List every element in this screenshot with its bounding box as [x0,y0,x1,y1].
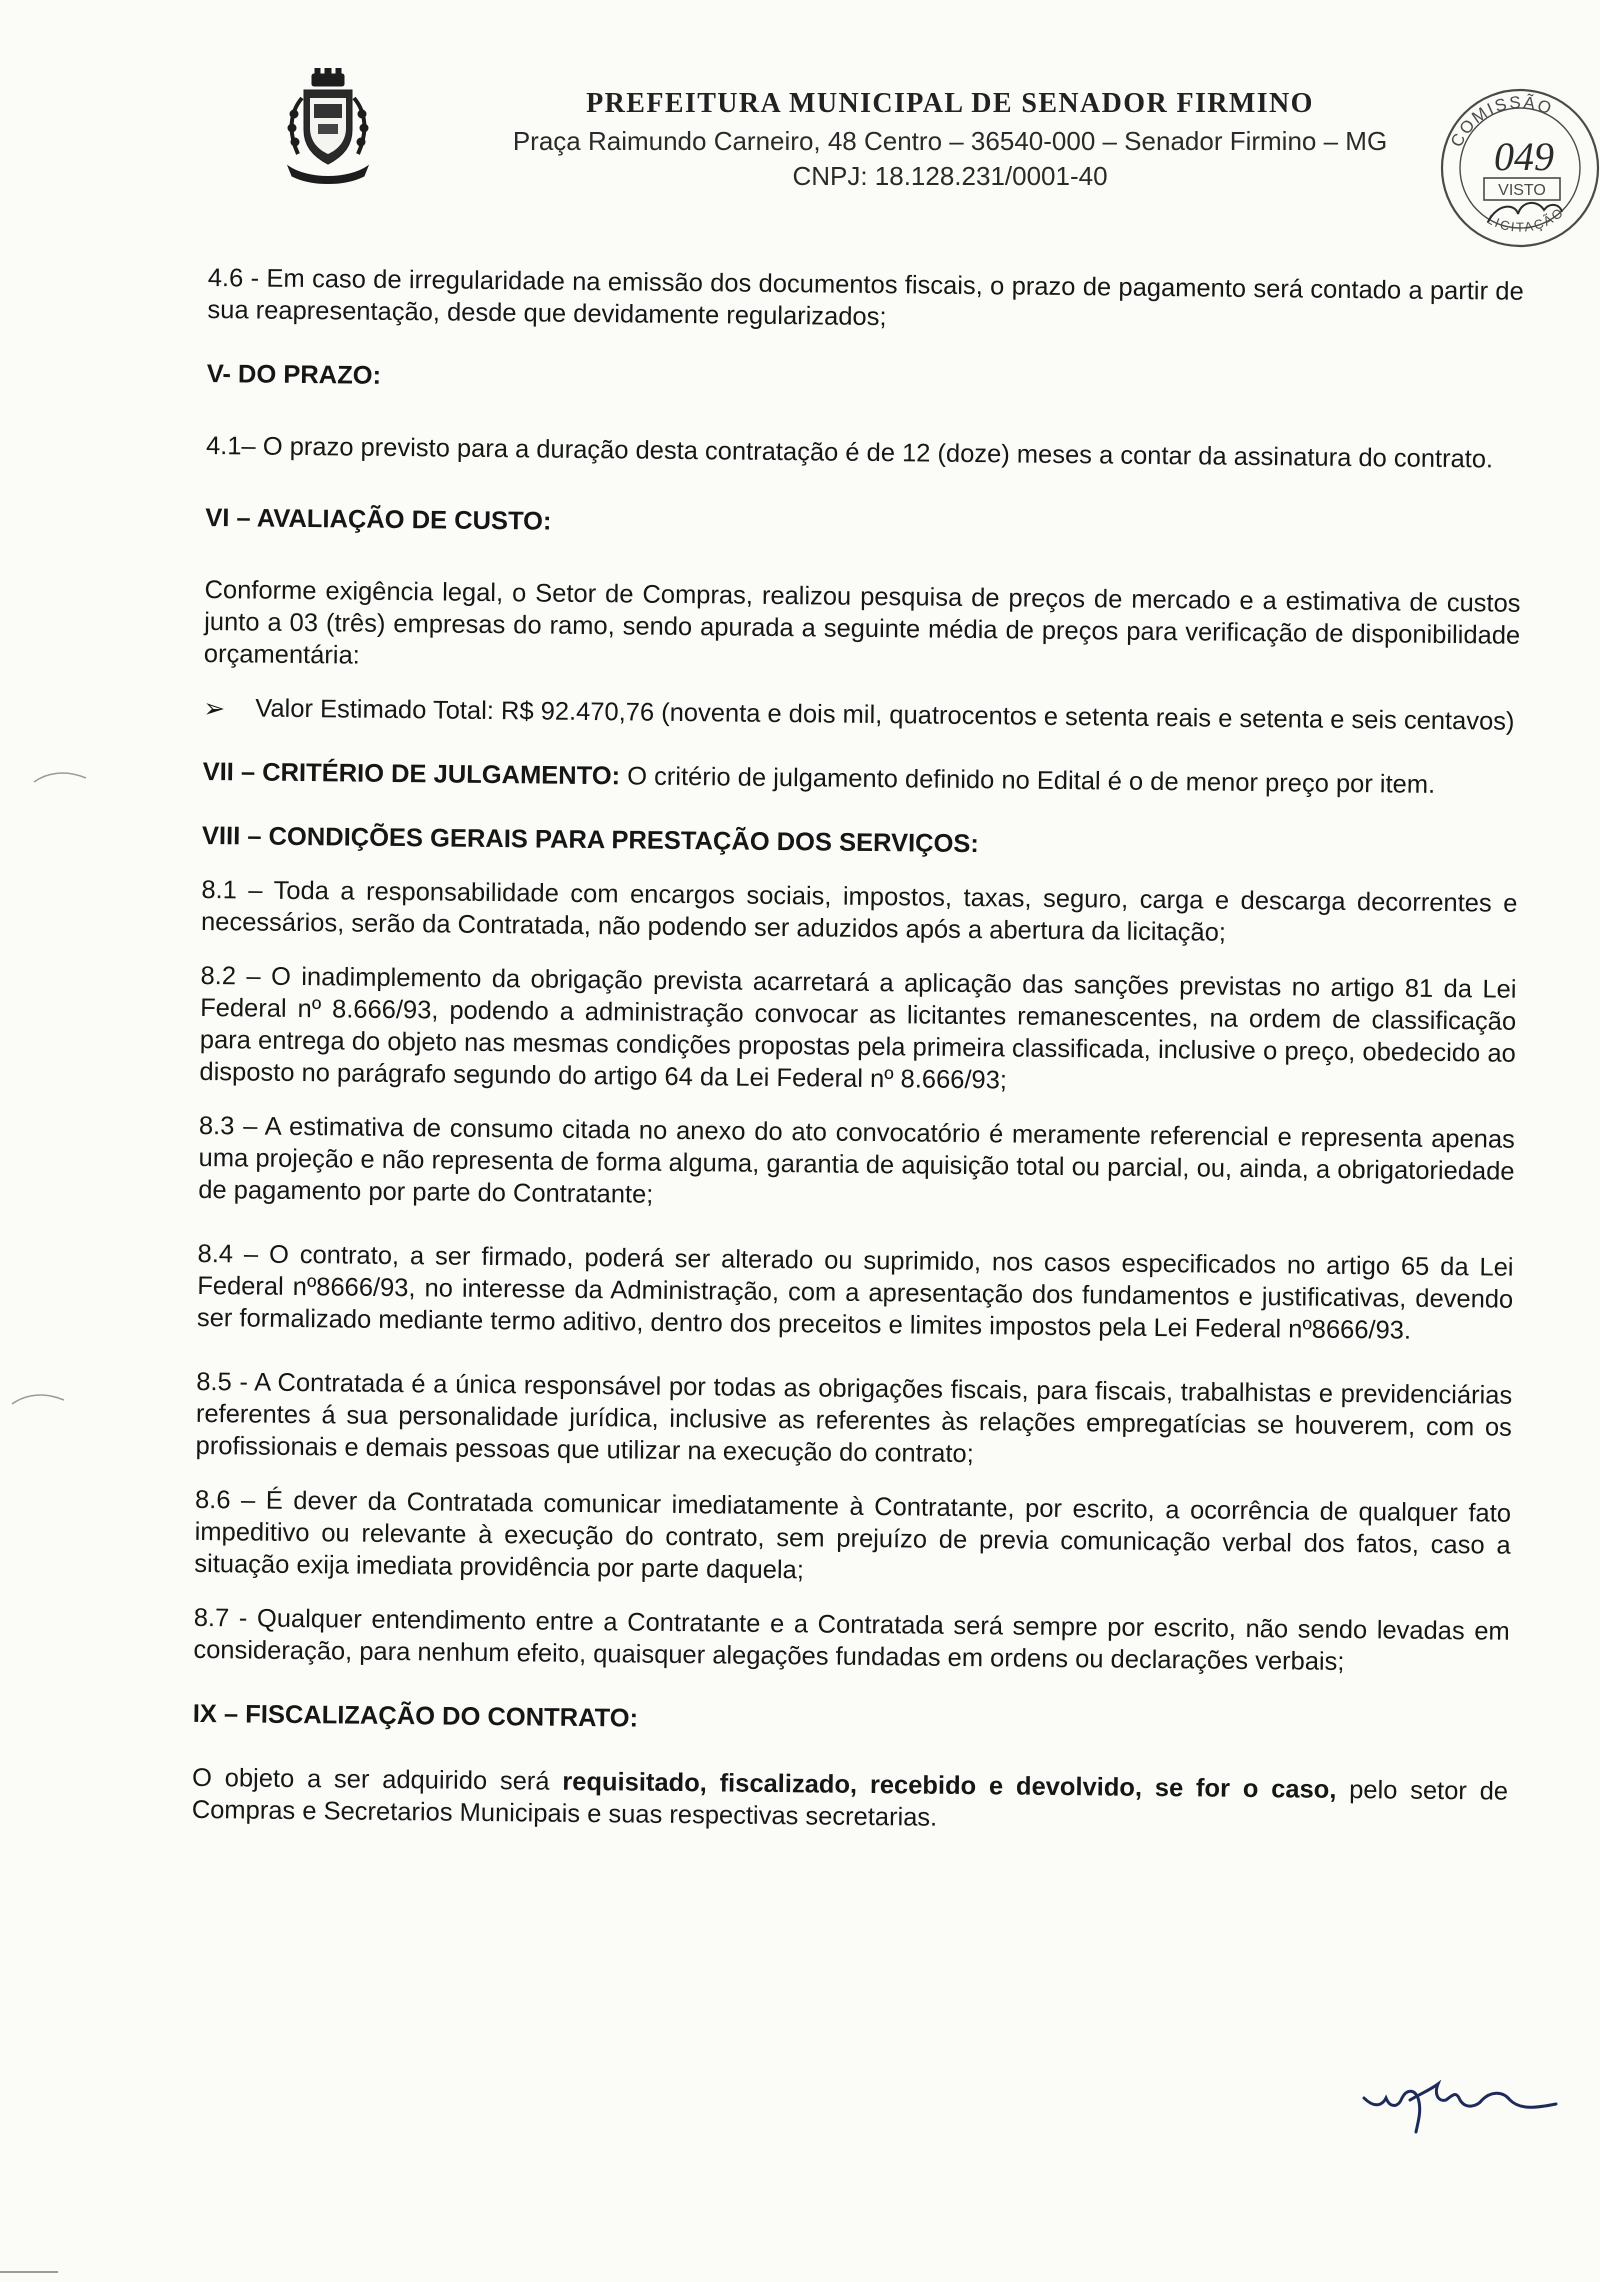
fiscalizacao-text-start: O objeto a ser adquirido será [191,1763,563,1796]
criterio-text: O critério de julgamento definido no Edital é o de menor preço por item. [619,762,1436,799]
stamp-top-text: COMISSÃO [1446,92,1556,151]
stamp-middle-text: VISTO [1498,182,1546,199]
paragraph-conforme: Conforme exigência legal, o Setor de Compras, realizou pesquisa de preços de mercado e a estimativa de custos junto a 03 (três) empresas do ramo, sendo apurada a seguinte média de preços para verificação de disponibilidade orçamentária: [203,575,1521,670]
signature-initials-icon [1360,2060,1560,2140]
clause-fiscalizacao [192,1762,1509,1840]
clause-8-1: 8.1 – Toda a responsabilidade com encargos sociais, impostos, taxas, seguro, carga e descarga decorrentes e necessários, serão da Contratada, não podendo ser aduzidos após a abertura da licitação; [200,875,1518,947]
clause-8-5: 8.5 - A Contratada é a única responsável por todas as obrigações fiscais, para fiscais, trabalhistas e previdenciárias referentes á sua personalidade jurídica, inclusive as referentes às relações empregatícias se houverem, com os profissionais e demais pessoas que utilizar na execução do contrato; [195,1367,1513,1469]
section-heading-prazo: V- DO PRAZO: [206,359,382,390]
clause-8-4: 8.4 – O contrato, a ser firmado, poderá ser alterado ou suprimido, nos casos especificados no artigo 65 da Lei Federal nº8666/93, no interesse da Administração, com a apresentação dos fundamentos e justificativas, devendo ser formalizado mediante termo aditivo, dentro dos preceitos e limites impostos pela Lei Federal nº8666/93. [196,1239,1514,1345]
commission-stamp [1432,72,1600,258]
organization-name: PREFEITURA MUNICIPAL DE SENADOR FIRMINO [586,88,1314,119]
stamp-bottom-text: LICITAÇÃO [1484,203,1568,235]
section-heading-fiscalizacao: IX – FISCALIZAÇÃO DO CONTRATO: [192,1699,639,1733]
clause-4-6: 4.6 - Em caso de irregularidade na emissão dos documentos fiscais, o prazo de pagamento será contado a partir de sua reapresentação, desde que devidamente regularizados; [207,263,1524,332]
organization-cnpj: CNPJ: 18.128.231/0001-40 [792,161,1108,191]
stamp-number: 049 [1494,134,1554,179]
fiscalizacao-text-end: pelo setor de Compras e Secretarios Municipais e suas respectivas secretarias. [191,1775,1509,1832]
clause-8-3: 8.3 – A estimativa de consumo citada no anexo do ato convocatório é meramente referencial e representa apenas uma projeção e não representa de forma alguma, garantia de aquisição total ou parcial, ou, ainda, a obrigatoriedade de pagamento por parte do Contratante; [198,1111,1516,1209]
section-heading-condicoes-gerais: VIII – CONDIÇÕES GERAIS PARA PRESTAÇÃO DOS SERVIÇOS: [201,821,980,859]
letterhead [460,88,1440,192]
clause-8-6: 8.6 – É dever da Contratada comunicar imediatamente à Contratante, por escrito, a ocorrência de qualquer fato impeditivo ou relevante à execução do contrato, sem prejuízo de previa comunicação verbal dos fatos, caso a situação exija imediata providência por parte daquela; [194,1485,1512,1585]
arrow-bullet-icon: ➢ [203,692,226,724]
svg-text:LICITAÇÃO [1484,204,1567,235]
document-body [192,262,1524,1840]
organization-address: Praça Raimundo Carneiro, 48 Centro – 36540-000 – Senador Firmino – MG [512,126,1388,156]
clause-8-7: 8.7 - Qualquer entendimento entre a Contratante e a Contratada será sempre por escrito, não sendo levadas em consideração, para nenhum efeito, quaisquer alegações fundadas em ordens ou declarações verbais; [193,1603,1510,1676]
clause-8-2: 8.2 – O inadimplemento da obrigação prevista acarretará a aplicação das sanções previstas no artigo 81 da Lei Federal nº 8.666/93, podendo a administração convocar as licitantes remanescentes, na ordem de classificação para entrega do objeto nas mesmas condições propostas pela primeira classificada, inclusive o preço, obedecido ao disposto no parágrafo segundo do artigo 64 da Lei Federal nº 8.666/93; [199,961,1517,1095]
estimated-value-text: Valor Estimado Total: R$ 92.470,76 (noventa e dois mil, quatrocentos e setenta reais e setenta e seis centavos) [255,694,1515,736]
margin-mark-icon [30,768,90,788]
municipal-crest-icon [282,68,374,188]
section-heading-avaliacao-custo: VI – AVALIAÇÃO DE CUSTO: [205,503,552,536]
fiscalizacao-text-bold: requisitado, fiscalizado, recebido e devolvido, se for o caso, [562,1767,1337,1804]
margin-mark-icon [0,2262,60,2282]
section-heading-criterio: VII – CRITÉRIO DE JULGAMENTO: [202,757,621,791]
margin-mark-icon [8,1390,68,1410]
clause-4-1: 4.1– O prazo previsto para a duração desta contratação é de 12 (doze) meses a contar da assinatura do contrato. [205,431,1494,474]
